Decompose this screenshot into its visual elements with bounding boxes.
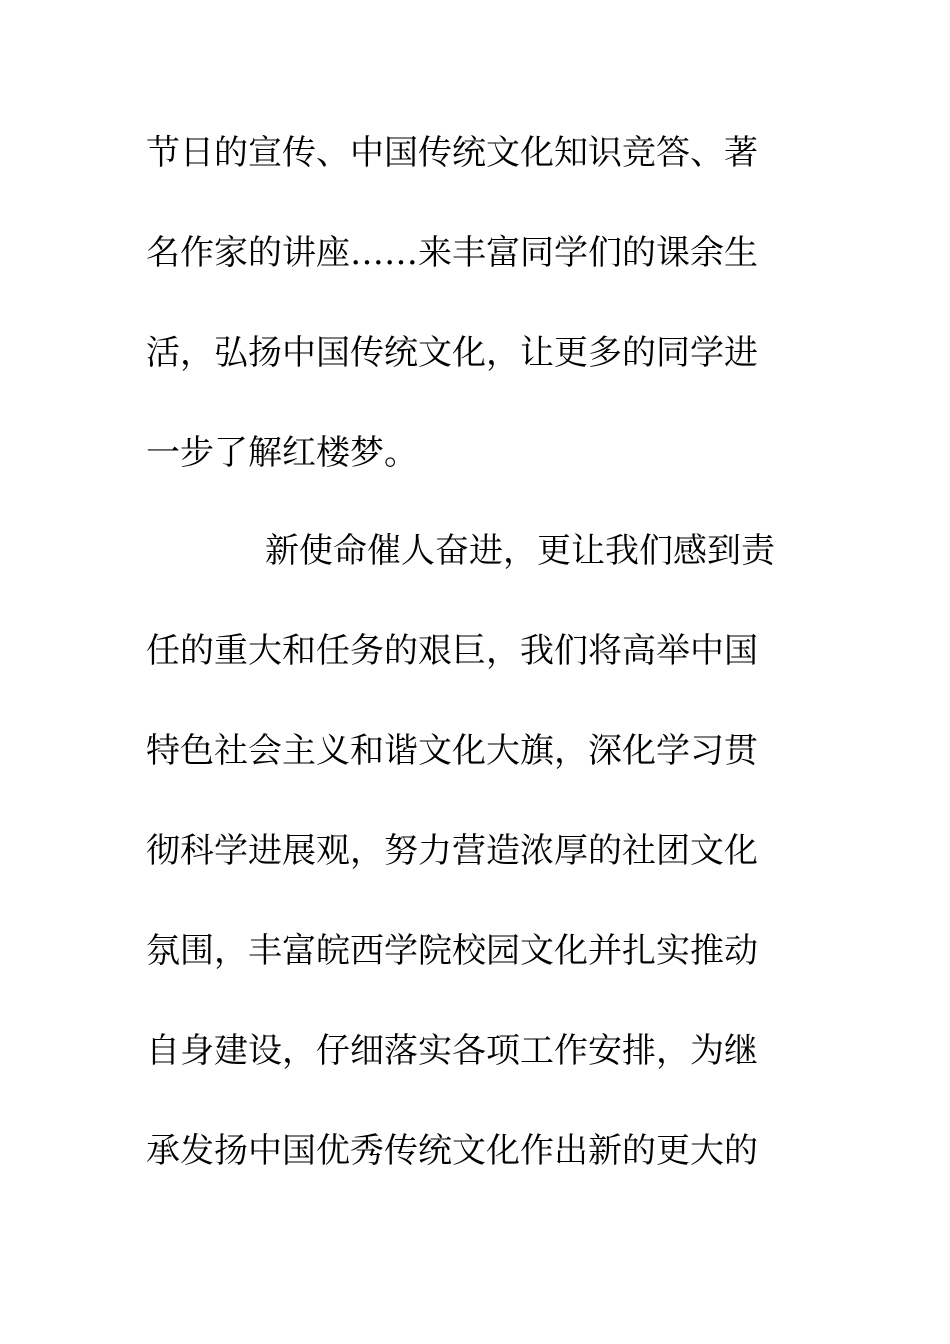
paragraph-first-line: 新使命催人奋进，更让我们感到责 [265,531,775,571]
text-line: 一步了解红楼梦。 [146,433,418,473]
text-line: 承发扬中国优秀传统文化作出新的更大的 [146,1131,758,1171]
text-line: 彻科学进展观，努力营造浓厚的社团文化 [146,831,758,871]
text-line: 自身建设，仔细落实各项工作安排，为继 [146,1031,758,1071]
text-line: 名作家的讲座……来丰富同学们的课余生 [146,233,758,273]
text-line: 任的重大和任务的艰巨，我们将高举中国 [146,631,758,671]
text-line: 活，弘扬中国传统文化，让更多的同学进 [146,333,758,373]
text-line: 节日的宣传、中国传统文化知识竞答、著 [146,133,758,173]
text-line: 特色社会主义和谐文化大旗，深化学习贯 [146,731,758,771]
text-line: 氛围，丰富皖西学院校园文化并扎实推动 [146,931,758,971]
